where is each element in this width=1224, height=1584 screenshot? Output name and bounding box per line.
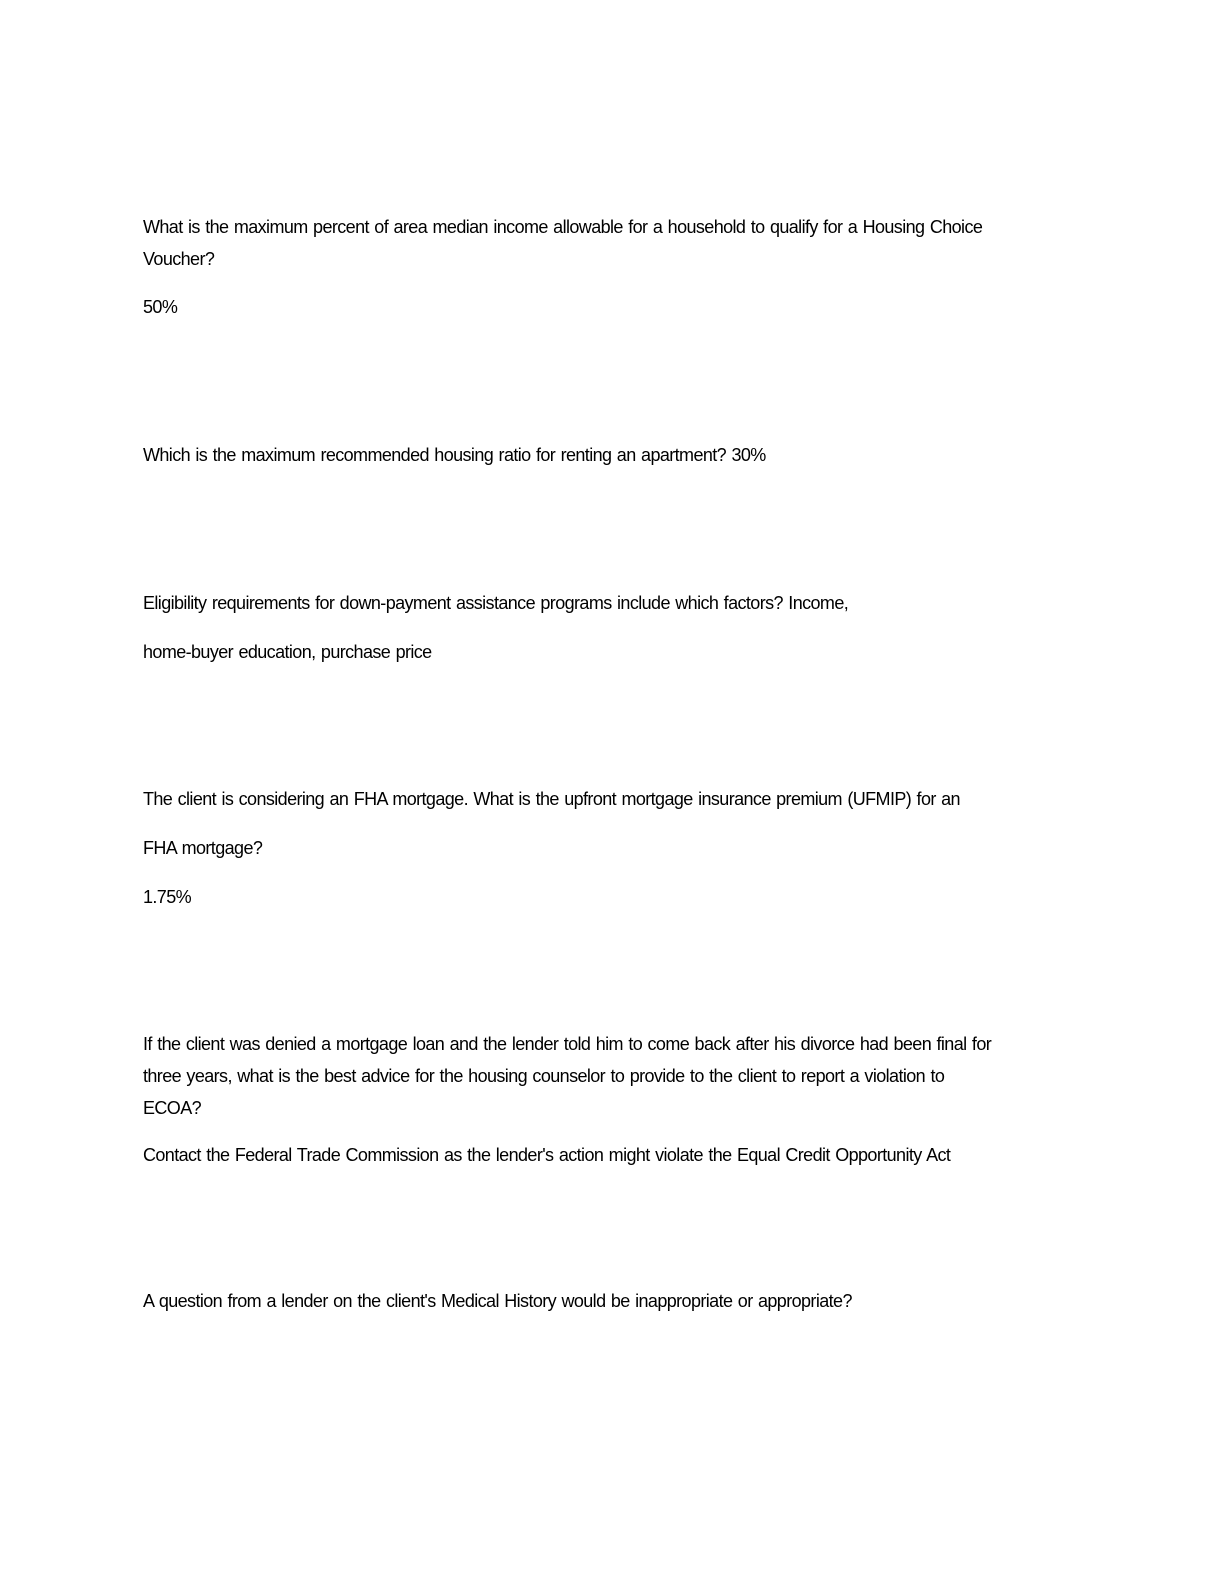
answer-5: Contact the Federal Trade Commission as the lender's action might violate the Equal Credit Opportunity Act (143, 1145, 951, 1165)
question-3-line-1: Eligibility requirements for down-payment assistance programs include which factors? Income, (143, 593, 849, 613)
question-5-line-2: three years, what is the best advice for the housing counselor to provide to the client to report a violation to (143, 1066, 945, 1086)
answer-1: 50% (143, 297, 178, 317)
question-4-line-1: The client is considering an FHA mortgage. What is the upfront mortgage insurance premium (UFMIP) for an (143, 789, 960, 809)
question-4-line-2: FHA mortgage? (143, 838, 263, 858)
question-5-line-3: ECOA? (143, 1098, 202, 1118)
question-1-line-1: What is the maximum percent of area median income allowable for a household to qualify for a Housing Choice (143, 217, 983, 237)
question-5-line-1: If the client was denied a mortgage loan and the lender told him to come back after his divorce had been final for (143, 1034, 992, 1054)
answer-4: 1.75% (143, 887, 192, 907)
question-1-line-2: Voucher? (143, 249, 215, 269)
question-2-line-1: Which is the maximum recommended housing ratio for renting an apartment? 30% (143, 445, 766, 465)
question-6-line-1: A question from a lender on the client's Medical History would be inappropriate or appropriate? (143, 1291, 852, 1311)
question-3-line-2: home-buyer education, purchase price (143, 642, 432, 662)
